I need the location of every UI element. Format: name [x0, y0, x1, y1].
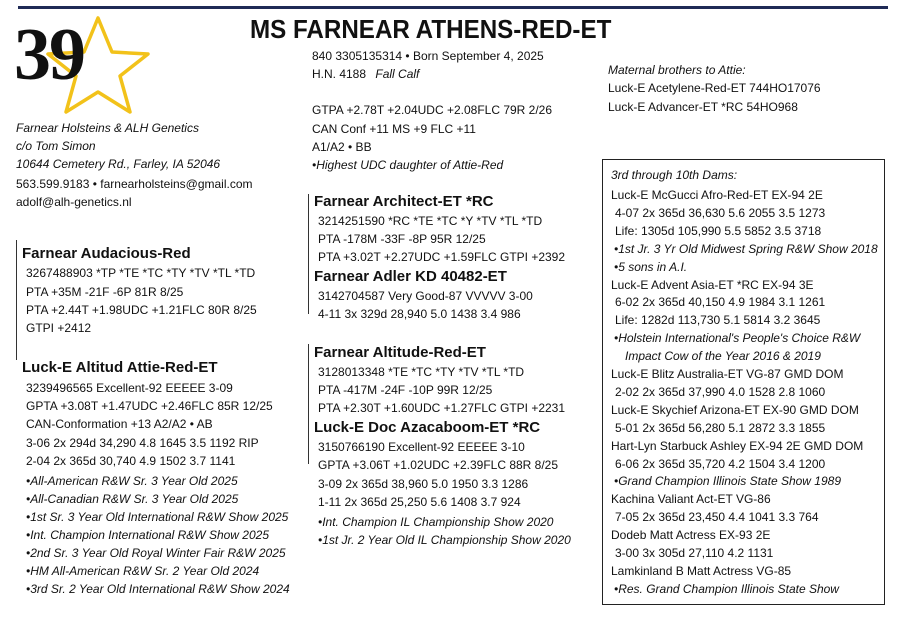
- dams-box-dam-note: •1st Jr. 3 Yr Old Midwest Spring R&W Show 2018: [614, 241, 878, 256]
- mgd-line-1: 3150766190 Excellent-92 EEEEE 3-10: [318, 440, 525, 454]
- sire-line-2: PTA +35M -21F -6P 81R 8/25: [26, 285, 184, 299]
- dams-box-dam-record: 3-00 3x 305d 27,110 4.2 1131: [615, 546, 774, 560]
- dams-box-heading: 3rd through 10th Dams:: [611, 168, 738, 182]
- top-rule: [18, 6, 888, 9]
- dam-line-2: GPTA +3.08T +1.47UDC +2.46FLC 85R 12/25: [26, 399, 273, 413]
- dam-line-3: CAN-Conformation +13 A2/A2 • AB: [26, 417, 213, 431]
- dams-box-dam-record: 6-02 2x 365d 40,150 4.9 1984 3.1 1261: [615, 295, 826, 310]
- sire-line-1: 3267488903 *TP *TE *TC *TY *TV *TL *TD: [26, 266, 256, 280]
- dams-box-dam-record: 5-01 2x 365d 56,280 5.1 2872 3.3 1855: [615, 420, 826, 435]
- dams-box-dam-name: Kachina Valiant Act-ET VG-86: [611, 492, 771, 507]
- mgs-name: Farnear Altitude-Red-ET: [314, 344, 486, 361]
- consignor-phone-email: 563.599.9183 • farnearholsteins@gmail.com: [16, 177, 253, 191]
- sire-line-3: PTA +2.44T +1.98UDC +1.21FLC 80R 8/25: [26, 303, 257, 317]
- sire-line-4: GTPI +2412: [26, 321, 92, 335]
- pgs-bracket: [308, 194, 309, 314]
- mgs-line-2: PTA -417M -24F -10P 99R 12/25: [318, 383, 493, 397]
- dams-box-dam-name: Dodeb Matt Actress EX-93 2E: [611, 528, 771, 543]
- dam-honor-7: •3rd Sr. 2 Year Old International R&W Show 2024: [26, 582, 290, 596]
- pgs-name: Farnear Architect-ET *RC: [314, 193, 494, 210]
- animal-hn-line: [312, 66, 419, 82]
- dam-line-1: 3239496565 Excellent-92 EEEEE 3-09: [26, 381, 233, 395]
- dams-box-dam-note: •5 sons in A.I.: [614, 259, 688, 274]
- dam-name: Luck-E Altitud Attie-Red-ET: [22, 359, 218, 376]
- consignor-contact-name: c/o Tom Simon: [16, 139, 96, 153]
- dam-record-2: 2-04 2x 365d 30,740 4.9 1502 3.7 1141: [26, 454, 236, 468]
- maternal-brother-2: Luck-E Advancer-ET *RC 54HO968: [608, 100, 798, 114]
- dams-box-dam-record: 4-07 2x 365d 36,630 5.6 2055 3.5 1273: [615, 205, 826, 220]
- dam-honor-6: •HM All-American R&W Sr. 2 Year Old 2024: [26, 564, 260, 578]
- dams-box-dam-note: •Holstein International's People's Choice R&W: [614, 331, 861, 346]
- can-conf-line: CAN Conf +11 MS +9 FLC +11: [312, 122, 476, 136]
- dams-box-dam-name: Luck-E Skychief Arizona-ET EX-90 GMD DOM: [611, 402, 859, 417]
- dam-honor-5: •2nd Sr. 3 Year Old Royal Winter Fair R&W 2025: [26, 546, 286, 560]
- maternal-brothers-heading: Maternal brothers to Attie:: [608, 63, 746, 77]
- animal-name: MS FARNEAR ATHENS-RED-ET: [250, 14, 612, 44]
- dams-box-dam-note: •Res. Grand Champion Illinois State Show: [614, 581, 839, 596]
- sire-bracket: [16, 240, 17, 360]
- dam-honor-1: •All-American R&W Sr. 3 Year Old 2025: [26, 474, 238, 488]
- dams-box-dam-record: Life: 1305d 105,990 5.5 5852 3.5 3718: [615, 223, 822, 238]
- lot-number: 39: [14, 14, 84, 96]
- pgs-line-2: PTA -178M -33F -8P 95R 12/25: [318, 232, 486, 246]
- mgd-name: Luck-E Doc Azacaboom-ET *RC: [314, 419, 541, 436]
- consignor-farm: Farnear Holsteins & ALH Genetics: [16, 121, 199, 135]
- sire-name: Farnear Audacious-Red: [22, 245, 191, 262]
- animal-id-line: 840 3305135314 • Born September 4, 2025: [312, 49, 544, 63]
- fall-calf: Fall Calf: [375, 67, 420, 81]
- dams-box-dam-name: Lamkinland B Matt Actress VG-85: [611, 563, 792, 578]
- dams-box-dam-record: 6-06 2x 365d 35,720 4.2 1504 3.4 1200: [615, 456, 826, 471]
- mgd-record-2: 1-11 2x 365d 25,250 5.6 1408 3.7 924: [318, 495, 521, 509]
- dams-box-dam-name: Hart-Lyn Starbuck Ashley EX-94 2E GMD DOM: [611, 438, 864, 453]
- consignor-email-2: adolf@alh-genetics.nl: [16, 195, 132, 209]
- mgd-honor-1: •Int. Champion IL Championship Show 2020: [318, 515, 554, 529]
- mgs-line-3: PTA +2.30T +1.60UDC +1.27FLC GTPI +2231: [318, 401, 566, 415]
- dams-box-dam-note: Impact Cow of the Year 2016 & 2019: [625, 349, 821, 364]
- dam-record-1: 3-06 2x 294d 34,290 4.8 1645 3.5 1192 RIP: [26, 436, 259, 450]
- mgs-line-1: 3128013348 *TE *TC *TY *TV *TL *TD: [318, 365, 525, 379]
- mgs-bracket: [308, 344, 309, 464]
- herd-number: H.N. 4188: [312, 67, 367, 81]
- pgd-line-1: 3142704587 Very Good-87 VVVVV 3-00: [318, 289, 533, 303]
- dam-honor-3: •1st Sr. 3 Year Old International R&W Show 2025: [26, 510, 289, 524]
- animal-note: •Highest UDC daughter of Attie-Red: [312, 158, 504, 172]
- dam-honor-2: •All-Canadian R&W Sr. 3 Year Old 2025: [26, 492, 239, 506]
- dam-honor-4: •Int. Champion International R&W Show 2025: [26, 528, 269, 542]
- dams-box-dam-record: 2-02 2x 365d 37,990 4.0 1528 2.8 1060: [615, 384, 826, 399]
- mgd-record-1: 3-09 2x 365d 38,960 5.0 1950 3.3 1286: [318, 477, 529, 491]
- pgd-name: Farnear Adler KD 40482-ET: [314, 268, 507, 285]
- dams-box-dam-record: 7-05 2x 365d 23,450 4.4 1041 3.3 764: [615, 510, 819, 525]
- dams-box-dam-name: Luck-E Blitz Australia-ET VG-87 GMD DOM: [611, 367, 844, 381]
- dams-box-dam-name: Luck-E Advent Asia-ET *RC EX-94 3E: [611, 277, 814, 292]
- a2-line: A1/A2 • BB: [312, 140, 372, 154]
- mgd-line-2: GPTA +3.06T +1.02UDC +2.39FLC 88R 8/25: [318, 458, 559, 472]
- gtpa-line: GTPA +2.78T +2.04UDC +2.08FLC 79R 2/26: [312, 103, 553, 117]
- dams-box-dam-note: •Grand Champion Illinois State Show 1989: [614, 474, 841, 489]
- consignor-address: 10644 Cemetery Rd., Farley, IA 52046: [16, 157, 221, 171]
- pgs-line-1: 3214251590 *RC *TE *TC *Y *TV *TL *TD: [318, 214, 543, 228]
- pgd-line-2: 4-11 3x 329d 28,940 5.0 1438 3.4 986: [318, 307, 521, 321]
- dams-box-dam-name: Luck-E McGucci Afro-Red-ET EX-94 2E: [611, 188, 823, 202]
- mgd-honor-2: •1st Jr. 2 Year Old IL Championship Show 2020: [318, 533, 571, 547]
- dams-box-dam-record: Life: 1282d 113,730 5.1 5814 3.2 3645: [615, 313, 821, 328]
- pgs-line-3: PTA +3.02T +2.27UDC +1.59FLC GTPI +2392: [318, 250, 566, 264]
- maternal-brother-1: Luck-E Acetylene-Red-ET 744HO17076: [608, 81, 821, 95]
